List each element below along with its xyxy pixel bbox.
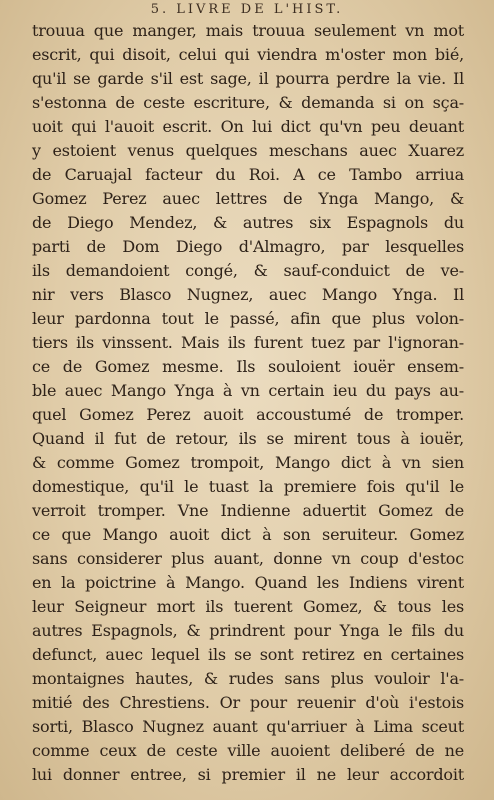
text-line: de Caruajal facteur du Roi. A ce Tambo arriua (32, 165, 464, 184)
text-line: defunct, auec lequel ils se sont retirez en certaines (32, 645, 464, 664)
text-line: trouua que manger, mais trouua seulement vn mot (32, 21, 464, 40)
text-line: ce de Gomez mesme. Ils souloient iouër ensem- (32, 357, 464, 376)
text-line: en la poictrine à Mango. Quand les Indiens virent (32, 573, 464, 592)
text-line: parti de Dom Diego d'Almagro, par lesquelles (32, 237, 464, 256)
running-header: 5. LIVRE DE L'HIST. (150, 2, 344, 17)
text-line: comme ceux de ceste ville auoient deliberé de ne (32, 741, 464, 760)
text-line: leur pardonna tout le passé, afin que plus volon- (32, 309, 464, 328)
body-text (32, 19, 464, 787)
text-line: quel Gomez Perez auoit accoustumé de tromper. (32, 405, 464, 424)
text-line: domestique, qu'il le tuast la premiere fois qu'il le (32, 477, 464, 496)
text-line: uoit qui l'auoit escrit. On lui dict qu'vn peu deuant (32, 117, 464, 136)
text-line: ble auec Mango Ynga à vn certain ieu du pays au- (32, 381, 464, 400)
text-line: montaignes hautes, & rudes sans plus vouloir l'a- (32, 669, 464, 688)
text-line: qu'il se garde s'il est sage, il pourra perdre la vie. Il (32, 69, 464, 88)
text-line: ils demandoient congé, & sauf-conduict de ve- (32, 261, 464, 280)
text-line: mitié des Chrestiens. Or pour reuenir d'où i'estois (32, 693, 464, 712)
text-line: tiers ils vinssent. Mais ils furent tuez par l'ignoran- (32, 333, 464, 352)
text-line: & comme Gomez trompoit, Mango dict à vn sien (32, 453, 464, 472)
text-line: Gomez Perez auec lettres de Ynga Mango, & (32, 189, 464, 208)
text-line: nir vers Blasco Nugnez, auec Mango Ynga. Il (32, 285, 464, 304)
text-line: y estoient venus quelques meschans auec Xuarez (32, 141, 464, 160)
text-line: autres Espagnols, & prindrent pour Ynga le fils du (32, 621, 464, 640)
text-line: sans considerer plus auant, donne vn coup d'estoc (32, 549, 464, 568)
text-line: escrit, qui disoit, celui qui viendra m'oster mon bié, (32, 45, 464, 64)
text-line: de Diego Mendez, & autres six Espagnols du (32, 213, 464, 232)
text-line: s'estonna de ceste escriture, & demanda si on sça- (32, 93, 464, 112)
text-line: ce que Mango auoit dict à son seruiteur. Gomez (32, 525, 464, 544)
text-line: sorti, Blasco Nugnez auant qu'arriuer à Lima sceut (32, 717, 464, 736)
text-line: leur Seigneur mort ils tuerent Gomez, & tous les (32, 597, 464, 616)
text-line: lui donner entree, si premier il ne leur accordoit (32, 765, 464, 784)
text-line: verroit tromper. Vne Indienne aduertit Gomez de (32, 501, 464, 520)
text-line: Quand il fut de retour, ils se mirent tous à iouër, (32, 429, 464, 448)
